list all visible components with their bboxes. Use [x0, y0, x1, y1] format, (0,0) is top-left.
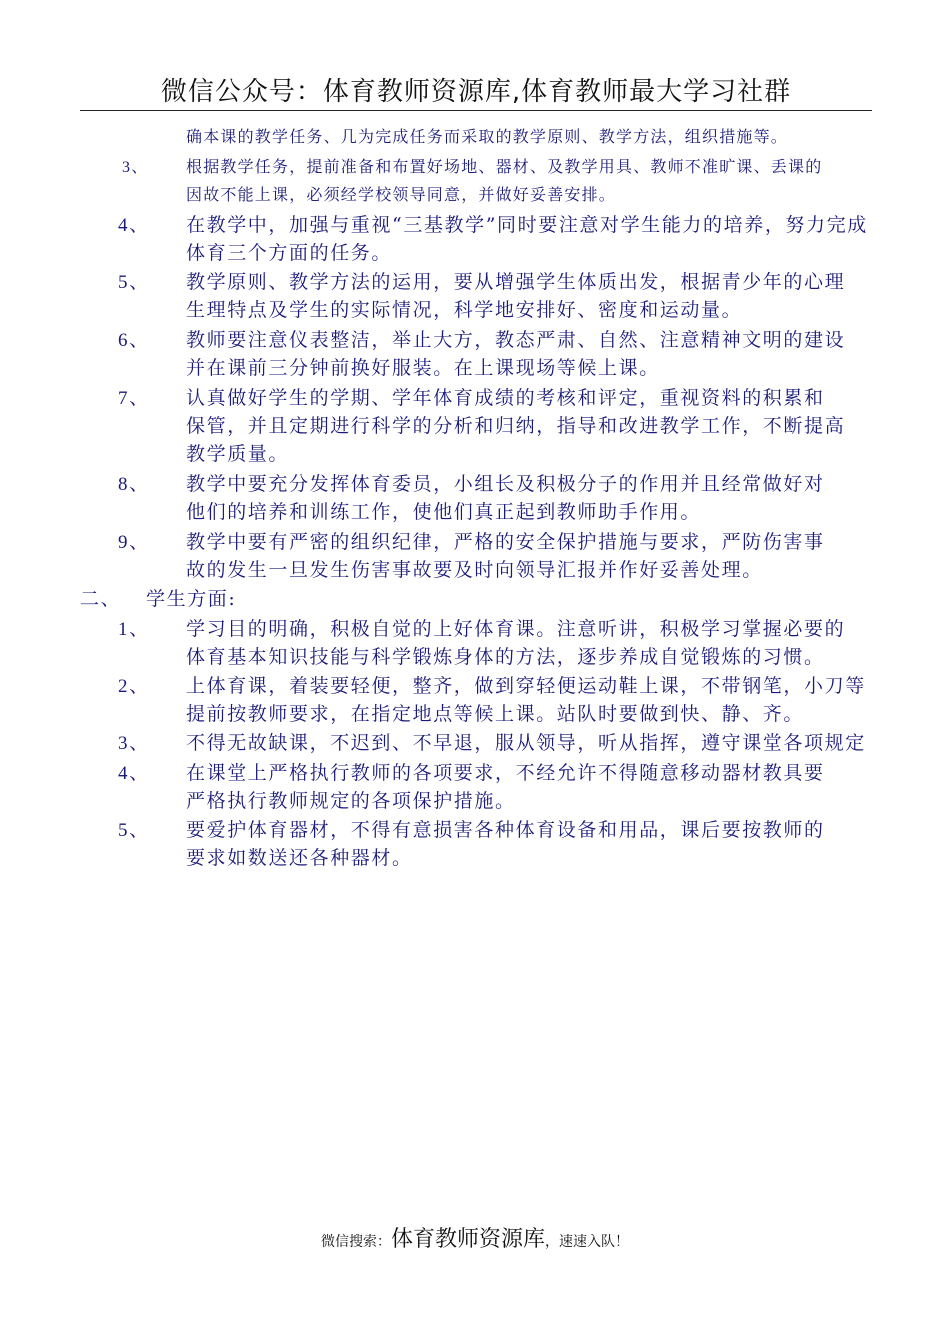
item-text-line: 要求如数送还各种器材。 [186, 847, 413, 869]
item-number: 7、 [118, 388, 150, 409]
item-number: 9、 [118, 532, 150, 553]
item-text-line: 教师要注意仪表整洁，举止大方，教态严肃、自然、注意精神文明的建设 [186, 329, 846, 351]
item-text-line: 学习目的明确，积极自觉的上好体育课。注意听讲，积极学习掌握必要的 [186, 618, 846, 640]
item-number: 5、 [118, 272, 150, 293]
item-text-line: 不得无故缺课，不迟到、不早退，服从领导，听从指挥，遵守课堂各项规定 [186, 732, 866, 754]
item-text-line: 教学原则、教学方法的运用，要从增强学生体质出发，根据青少年的心理 [186, 271, 846, 293]
footer-suffix: ，速速入队！ [545, 1234, 629, 1250]
item-number: 1、 [118, 619, 150, 640]
item-text-line: 在教学中，加强与重视“三基教学”同时要注意对学生能力的培养，努力完成 [186, 214, 868, 236]
footer-prefix: 微信搜索： [320, 1234, 391, 1250]
section-number: 二、 [80, 588, 122, 610]
item-text-line: 因故不能上课，必须经学校领导同意，并做好妥善安排。 [186, 185, 617, 204]
item-text-line: 生理特点及学生的实际情况，科学地安排好、密度和运动量。 [186, 299, 743, 321]
item-number: 3、 [122, 159, 149, 176]
item-text-line: 体育基本知识技能与科学锻炼身体的方法，逐步养成自觉锻炼的习惯。 [186, 646, 825, 668]
section-heading: 学生方面: [146, 588, 237, 610]
header-divider [80, 110, 872, 111]
continuation-line: 确本课的教学任务、几为完成任务而采取的教学原则、教学方法，组织措施等。 [186, 127, 789, 146]
page-footer [0, 1222, 950, 1253]
item-number: 4、 [118, 215, 150, 236]
item-text-line: 认真做好学生的学期、学年体育成绩的考核和评定，重视资料的积累和 [186, 387, 825, 409]
item-text-line: 故的发生一旦发生伤害事故要及时向领导汇报并作好妥善处理。 [186, 559, 763, 581]
item-text-line: 根据教学任务，提前准备和布置好场地、器材、及教学用具、教师不准旷课、丢课的 [186, 157, 823, 176]
page-header-title: 微信公众号：体育教师资源库,体育教师最大学习社群 [160, 77, 792, 107]
item-text-line: 教学质量。 [186, 443, 290, 465]
item-text-line: 在课堂上严格执行教师的各项要求，不经允许不得随意移动器材教具要 [186, 762, 825, 784]
item-number: 6、 [118, 330, 150, 351]
item-text-line: 上体育课，着装要轻便，整齐，做到穿轻便运动鞋上课，不带钢笔，小刀等 [186, 675, 866, 697]
item-number: 3、 [118, 733, 150, 754]
item-text-line: 提前按教师要求，在指定地点等候上课。站队时要做到快、静、齐。 [186, 703, 805, 725]
item-text-line: 教学中要有严密的组织纪律，严格的安全保护措施与要求，严防伤害事 [186, 531, 825, 553]
item-text-line: 保管，并且定期进行科学的分析和归纳，指导和改进教学工作，不断提高 [186, 415, 846, 437]
item-text-line: 他们的培养和训练工作，使他们真正起到教师助手作用。 [186, 501, 702, 523]
item-text-line: 体育三个方面的任务。 [186, 242, 393, 264]
item-number: 2、 [118, 676, 150, 697]
item-number: 8、 [118, 474, 150, 495]
item-text-line: 严格执行教师规定的各项保护措施。 [186, 790, 516, 812]
item-text-line: 要爱护体育器材，不得有意损害各种体育设备和用品，课后要按教师的 [186, 819, 825, 841]
item-number: 5、 [118, 820, 150, 841]
item-text-line: 并在课前三分钟前换好服装。在上课现场等候上课。 [186, 357, 660, 379]
footer-account-name: 体育教师资源库 [390, 1227, 545, 1252]
item-text-line: 教学中要充分发挥体育委员，小组长及积极分子的作用并且经常做好对 [186, 473, 825, 495]
item-number: 4、 [118, 763, 150, 784]
